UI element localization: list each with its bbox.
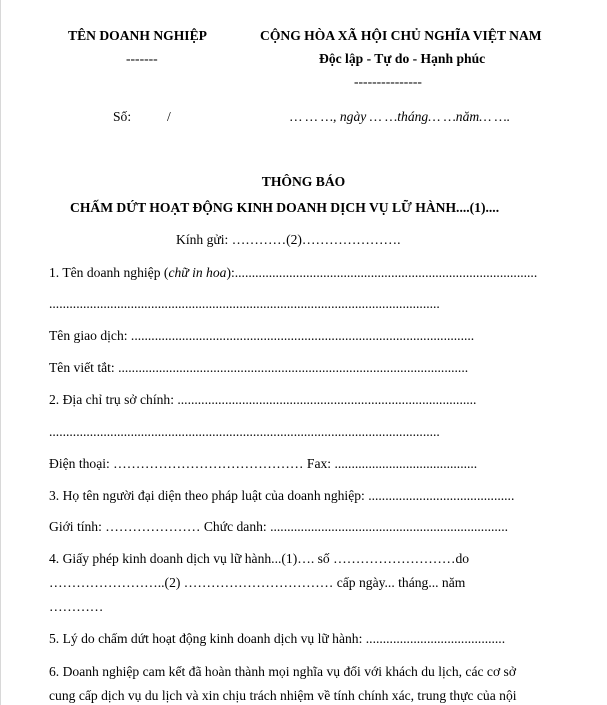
field-gender-position: Giới tính: ………………… Chức danh: ...................................................................... (49, 519, 508, 534)
company-name-label: TÊN DOANH NGHIỆP (68, 28, 207, 43)
field-company-name-suffix: ):......................................................................................... (226, 265, 538, 280)
field-phone-fax: Điện thoại: …………………………………… Fax: .......................................... (49, 456, 478, 471)
addressee-line: Kính gửi: …………(2)…………………. (176, 232, 401, 247)
document-number-label: Số: (113, 109, 132, 124)
page-left-edge (0, 0, 1, 705)
field-license-line-2: ……………………..(2) …………………………… cấp ngày... tháng... năm (49, 575, 466, 590)
field-company-name-prefix: 1. Tên doanh nghiệp ( (49, 265, 169, 280)
field-company-name-hint: chữ in hoa (168, 265, 227, 280)
nation-heading: CỘNG HÒA XÃ HỘI CHỦ NGHĨA VIỆT NAM (260, 28, 542, 43)
field-license-line-3: ………… (49, 599, 104, 614)
commitment-line-2: cung cấp dịch vụ du lịch và xin chịu trách nhiệm về tính chính xác, trung thực của nội (49, 688, 517, 703)
field-license-line-1: 4. Giấy phép kinh doanh dịch vụ lữ hành...(1)…. số ………………………do (49, 551, 470, 566)
field-head-office-continuation: ................................................................................................................... (49, 424, 440, 439)
field-company-name-continuation: ................................................................................................................... (49, 296, 440, 311)
commitment-line-1: 6. Doanh nghiệp cam kết đã hoàn thành mọi nghĩa vụ đối với khách du lịch, các cơ sở (49, 664, 517, 679)
field-head-office-address: 2. Địa chỉ trụ sở chính: ........................................................................................ (49, 392, 477, 407)
document-date-line: … … …, ngày … …tháng… …năm… …. (290, 109, 511, 124)
field-trade-name: Tên giao dịch: ..................................................................................................... (49, 328, 475, 343)
field-termination-reason: 5. Lý do chấm dứt hoạt động kinh doanh dịch vụ lữ hành: ......................................... (49, 631, 506, 646)
nation-motto: Độc lập - Tự do - Hạnh phúc (319, 51, 486, 66)
field-abbreviation: Tên viết tắt: ....................................................................................................... (49, 360, 469, 375)
field-legal-representative: 3. Họ tên người đại diện theo pháp luật của doanh nghiệp: ........................................... (49, 488, 515, 503)
company-separator: ------- (126, 51, 158, 66)
document-number-slash: / (167, 109, 171, 124)
field-company-name (49, 264, 537, 282)
title-row (0, 173, 607, 191)
document-title: THÔNG BÁO (261, 174, 346, 189)
motto-separator: --------------- (354, 74, 422, 89)
document-subtitle: CHẤM DỨT HOẠT ĐỘNG KINH DOANH DỊCH VỤ LỮ HÀNH....(1).... (70, 200, 500, 215)
